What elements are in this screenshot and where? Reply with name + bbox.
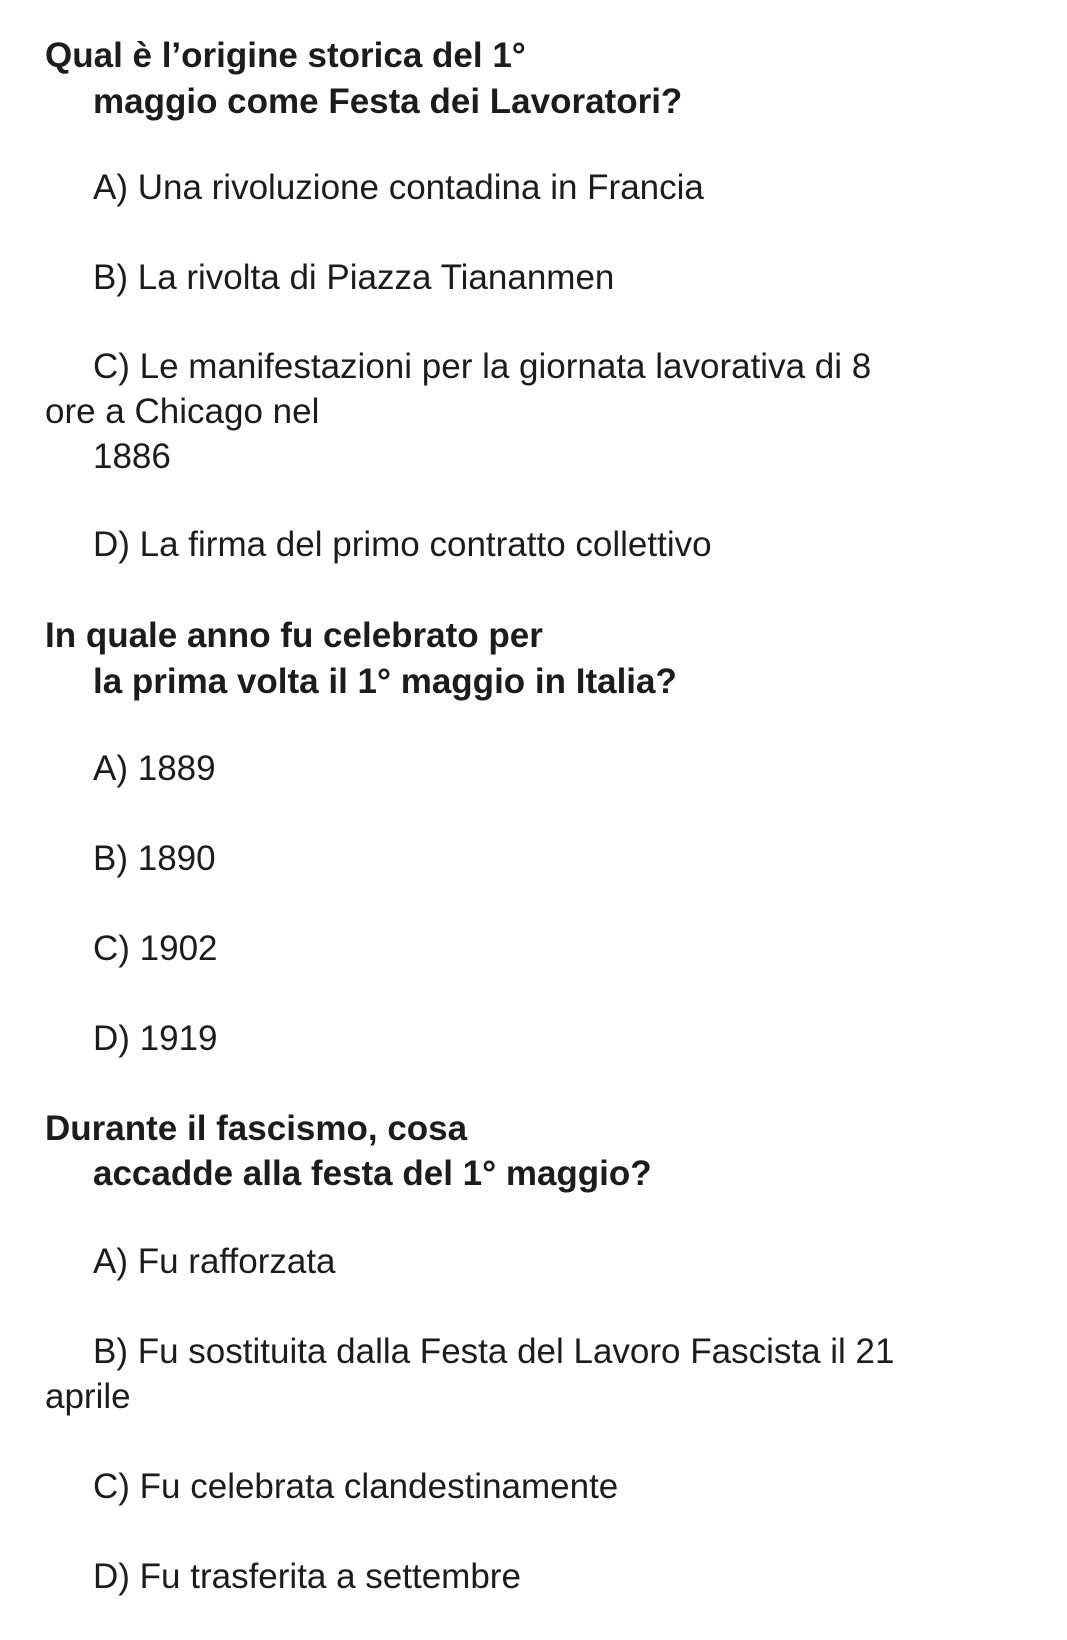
question-3-line-2: accadde alla festa del 1° maggio? — [93, 1154, 652, 1193]
question-1-option-c-line-2: ore a Chicago nel — [45, 392, 320, 431]
question-1-line-2: maggio come Festa dei Lavoratori? — [93, 82, 683, 121]
question-3-option-c: C) Fu celebrata clandestinamente — [93, 1467, 619, 1506]
question-1-option-b: B) La rivolta di Piazza Tiananmen — [93, 258, 615, 297]
question-1-line-1: Qual è l’origine storica del 1° — [45, 36, 526, 75]
question-2-option-d: D) 1919 — [93, 1019, 218, 1058]
question-1-option-c-line-1: C) Le manifestazioni per la giornata lavorativa di 8 — [93, 347, 872, 386]
question-1-option-d: D) La firma del primo contratto collettivo — [93, 525, 712, 564]
question-1-option-c-line-3: 1886 — [93, 437, 171, 476]
question-2-option-c: C) 1902 — [93, 929, 218, 968]
question-3-option-b-line-1: B) Fu sostituita dalla Festa del Lavoro Fascista il 21 — [93, 1332, 895, 1371]
question-2-line-2: la prima volta il 1° maggio in Italia? — [93, 662, 677, 701]
question-1-option-a: A) Una rivoluzione contadina in Francia — [93, 168, 704, 207]
question-2-option-a: A) 1889 — [93, 749, 216, 788]
question-2-option-b: B) 1890 — [93, 839, 216, 878]
question-3-option-b-line-2: aprile — [45, 1377, 131, 1416]
question-2-line-1: In quale anno fu celebrato per — [45, 616, 543, 655]
question-3-line-1: Durante il fascismo, cosa — [45, 1109, 468, 1148]
question-3-option-a: A) Fu rafforzata — [93, 1242, 336, 1281]
question-3-option-d: D) Fu trasferita a settembre — [93, 1557, 521, 1596]
